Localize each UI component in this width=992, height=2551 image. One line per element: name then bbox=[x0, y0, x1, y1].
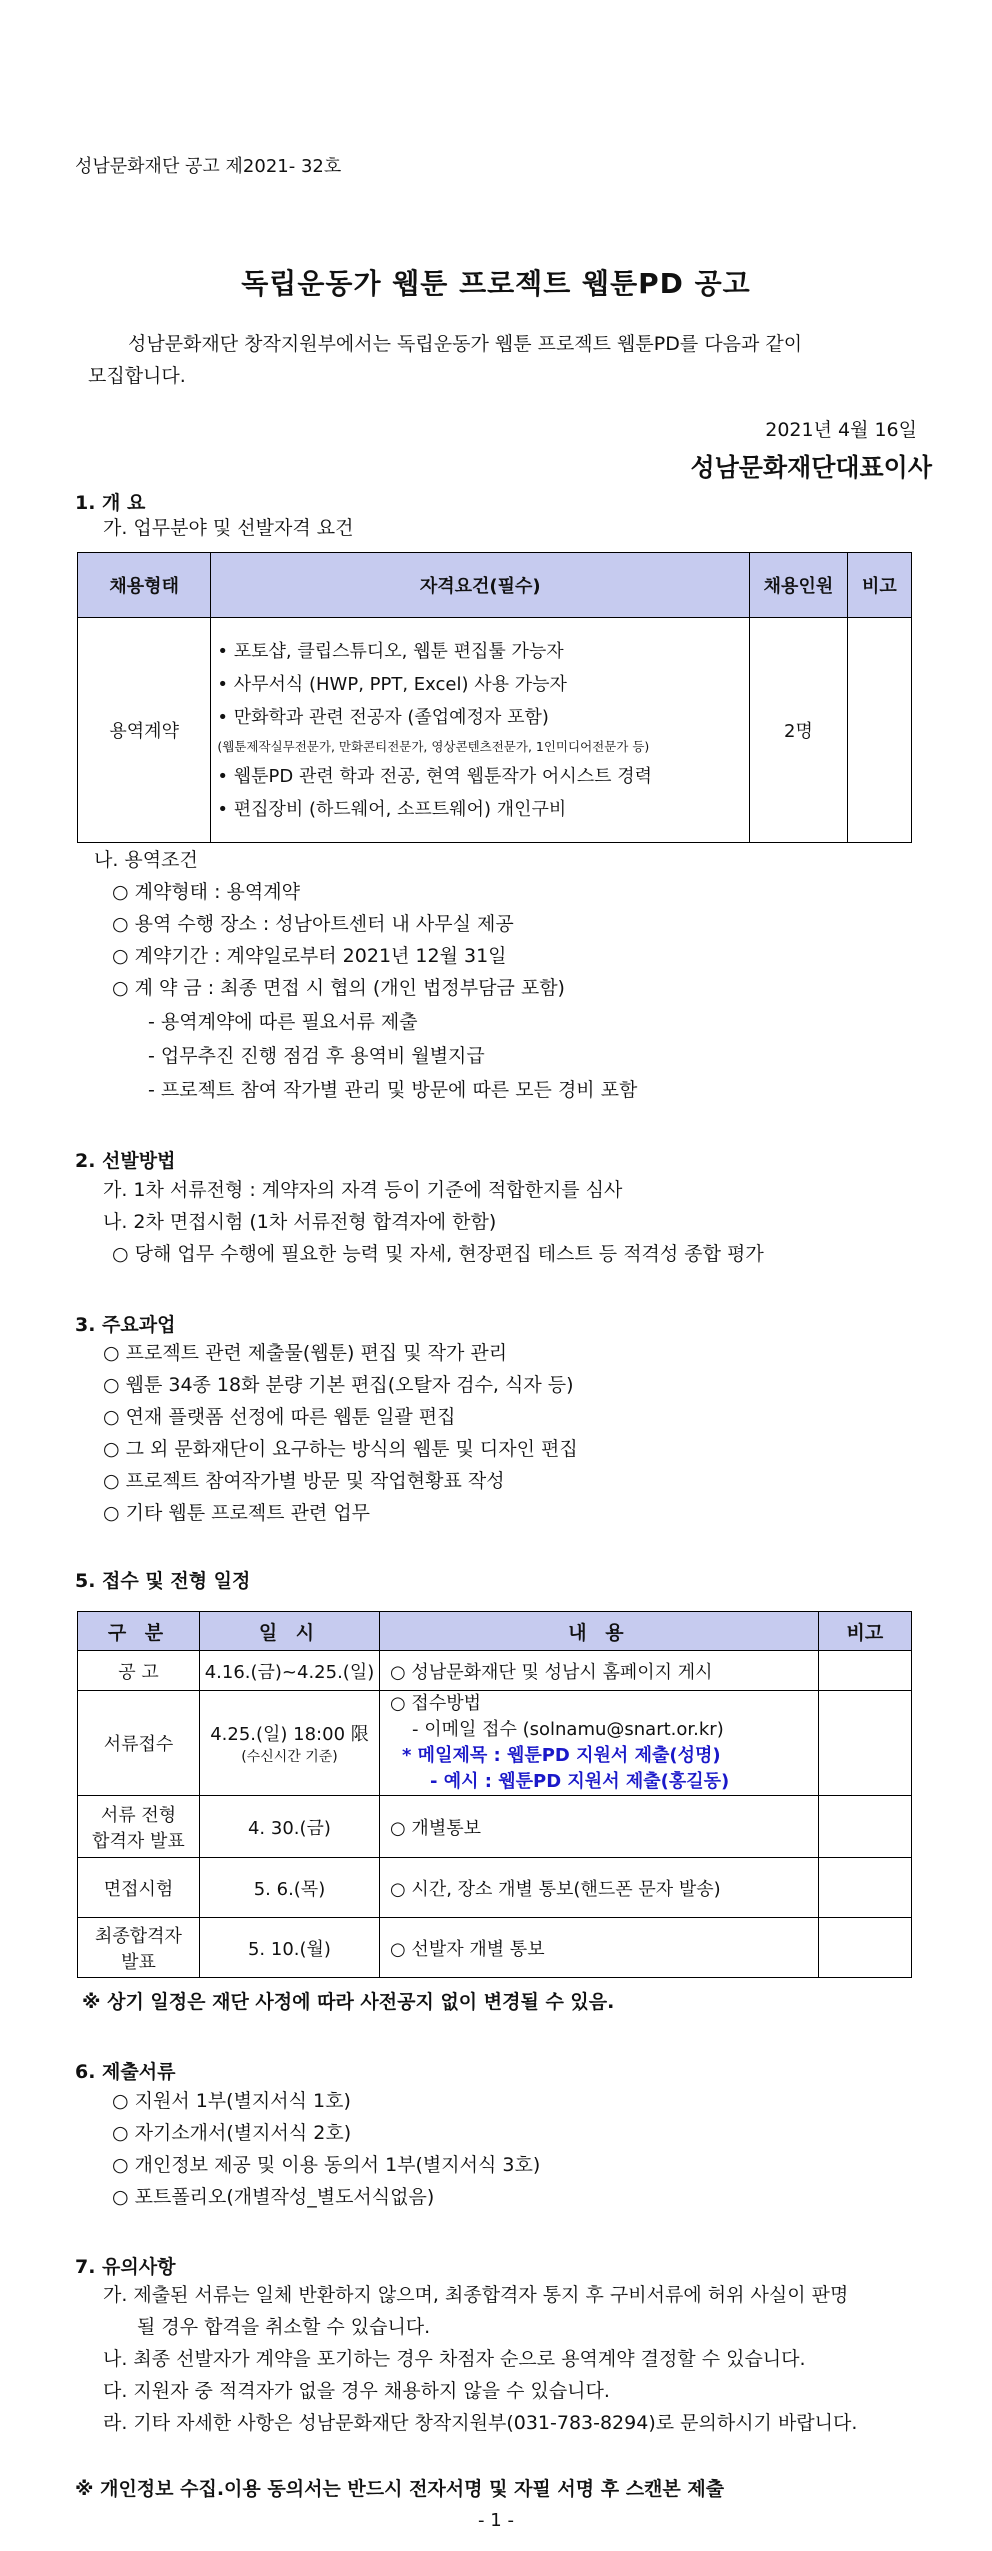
page-title: 독립운동가 웹툰 프로젝트 웹툰PD 공고 bbox=[241, 267, 751, 300]
row-category: 발표 bbox=[121, 1951, 156, 1973]
row-date: 5. 10.(월) bbox=[199, 1918, 379, 1978]
caution-item: 라. 기타 자세한 사항은 성남문화재단 창작지원부(031-783-8294)로 문의하시기 바랍니다. bbox=[103, 2412, 858, 2434]
remark bbox=[847, 618, 911, 843]
row-category-cell bbox=[78, 1918, 200, 1978]
document-item: ○ 포트폴리오(개별작성_별도서식없음) bbox=[112, 2186, 435, 2208]
intro-line-2: 모집합니다. bbox=[88, 365, 186, 387]
row-category: 면접시험 bbox=[78, 1858, 200, 1918]
schedule-note: ※ 상기 일정은 재단 사정에 따라 사전공지 없이 변경될 수 있음. bbox=[82, 1991, 615, 2013]
final-notice: ※ 개인정보 수집.이용 동의서는 반드시 전자서명 및 자필 서명 후 스캔본 제출 bbox=[75, 2478, 725, 2500]
task-item: ○ 웹툰 34종 18화 분량 기본 편집(오탈자 검수, 식자 등) bbox=[103, 1374, 574, 1396]
row-category-cell bbox=[78, 1796, 200, 1858]
requirement-item: • 사무서식 (HWP, PPT, Excel) 사용 가능자 bbox=[217, 673, 567, 695]
selection-item: 나. 2차 면접시험 (1차 서류전형 합격자에 한함) bbox=[103, 1211, 497, 1233]
requirement-item: • 웹툰PD 관련 학과 전공, 현역 웹툰작가 어시스트 경력 bbox=[217, 765, 652, 787]
row-remark bbox=[818, 1691, 911, 1796]
task-item: ○ 프로젝트 참여작가별 방문 및 작업현황표 작성 bbox=[103, 1470, 505, 1492]
requirement-item: • 편집장비 (하드웨어, 소프트웨어) 개인구비 bbox=[217, 798, 567, 820]
table-row bbox=[78, 1858, 912, 1918]
table-row bbox=[78, 1796, 912, 1858]
task-item: ○ 기타 웹툰 프로젝트 관련 업무 bbox=[103, 1502, 371, 1524]
contract-type: 용역계약 bbox=[78, 618, 211, 843]
requirements-cell bbox=[211, 618, 750, 843]
th-remark: 비고 bbox=[847, 553, 911, 618]
th-category: 구 분 bbox=[78, 1612, 200, 1651]
th-count: 채용인원 bbox=[750, 553, 848, 618]
row-date-cell bbox=[199, 1691, 379, 1796]
condition-detail: - 용역계약에 따른 필요서류 제출 bbox=[148, 1011, 418, 1033]
section-2-heading: 2. 선발방법 bbox=[75, 1150, 176, 1172]
caution-item: 가. 제출된 서류는 일체 반환하지 않으며, 최종합격자 통지 후 구비서류에 허위 사실이 판명 bbox=[103, 2284, 849, 2306]
row-content: ○ 접수방법 bbox=[390, 1693, 481, 1714]
row-category: 공 고 bbox=[78, 1651, 200, 1691]
section-1-sub-na: 나. 용역조건 bbox=[94, 849, 198, 871]
th-remark: 비고 bbox=[818, 1612, 911, 1651]
th-requirements: 자격요건(필수) bbox=[211, 553, 750, 618]
row-category: 합격자 발표 bbox=[92, 1830, 185, 1852]
announcement-date: 2021년 4월 16일 bbox=[765, 419, 917, 441]
row-category: 최종합격자 bbox=[95, 1925, 182, 1947]
row-remark bbox=[818, 1918, 911, 1978]
condition-detail: - 프로젝트 참여 작가별 관리 및 방문에 따른 모든 경비 포함 bbox=[148, 1079, 638, 1101]
row-content: ○ 성남문화재단 및 성남시 홈페이지 게시 bbox=[380, 1651, 819, 1691]
caution-item: 다. 지원자 중 적격자가 없을 경우 채용하지 않을 수 있습니다. bbox=[103, 2380, 610, 2402]
condition-item: ○ 계 약 금 : 최종 면접 시 협의 (개인 법정부담금 포함) bbox=[112, 977, 565, 999]
row-date: 5. 6.(목) bbox=[199, 1858, 379, 1918]
section-1-heading: 1. 개 요 bbox=[75, 492, 146, 514]
document-item: ○ 자기소개서(별지서식 2호) bbox=[112, 2122, 352, 2144]
section-6-heading: 6. 제출서류 bbox=[75, 2061, 176, 2083]
table-row bbox=[78, 1691, 912, 1796]
row-content: ○ 시간, 장소 개별 통보(핸드폰 문자 발송) bbox=[380, 1858, 819, 1918]
condition-item: ○ 계약기간 : 계약일로부터 2021년 12월 31일 bbox=[112, 945, 507, 967]
task-item: ○ 프로젝트 관련 제출물(웹툰) 편집 및 작가 관리 bbox=[103, 1342, 508, 1364]
task-item: ○ 그 외 문화재단이 요구하는 방식의 웹툰 및 디자인 편집 bbox=[103, 1438, 578, 1460]
section-3-heading: 3. 주요과업 bbox=[75, 1314, 176, 1336]
requirement-note: (웹툰제작실무전문가, 만화콘티전문가, 영상콘텐츠전문가, 1인미디어전문가 등) bbox=[217, 738, 650, 754]
table-row bbox=[78, 1651, 912, 1691]
row-content-cell bbox=[380, 1691, 819, 1796]
section-7-heading: 7. 유의사항 bbox=[75, 2256, 176, 2278]
row-category: 서류 전형 bbox=[100, 1804, 177, 1826]
condition-detail: - 업무추진 진행 점검 후 용역비 월별지급 bbox=[148, 1045, 485, 1067]
selection-item: ○ 당해 업무 수행에 필요한 능력 및 자세, 현장편집 테스트 등 적격성 종합 평가 bbox=[112, 1243, 764, 1265]
row-remark bbox=[818, 1858, 911, 1918]
mail-subject-rule: * 메일제목 : 웹툰PD 지원서 제출(성명) bbox=[402, 1745, 721, 1766]
task-item: ○ 연재 플랫폼 선정에 따른 웹툰 일괄 편집 bbox=[103, 1406, 456, 1428]
caution-item: 나. 최종 선발자가 계약을 포기하는 경우 차점자 순으로 용역계약 결정할 수 있습니다. bbox=[103, 2348, 806, 2370]
document-item: ○ 지원서 1부(별지서식 1호) bbox=[112, 2090, 351, 2112]
row-remark bbox=[818, 1796, 911, 1858]
row-date-note: (수신시간 기준) bbox=[241, 1749, 338, 1765]
th-content: 내 용 bbox=[380, 1612, 819, 1651]
page-number: - 1 - bbox=[478, 2510, 514, 2531]
row-category: 서류접수 bbox=[78, 1691, 200, 1796]
notice-number: 성남문화재단 공고 제2021- 32호 bbox=[75, 156, 342, 177]
section-1-sub-ga: 가. 업무분야 및 선발자격 요건 bbox=[103, 517, 354, 539]
requirement-item: • 포토샵, 클립스튜디오, 웹툰 편집툴 가능자 bbox=[217, 640, 564, 662]
row-date: 4.25.(일) 18:00 限 bbox=[210, 1724, 369, 1745]
intro-line-1: 성남문화재단 창작지원부에서는 독립운동가 웹툰 프로젝트 웹툰PD를 다음과 같이 bbox=[128, 333, 803, 355]
selection-item: 가. 1차 서류전형 : 계약자의 자격 등이 기준에 적합한지를 심사 bbox=[103, 1179, 623, 1201]
th-type: 채용형태 bbox=[78, 553, 211, 618]
schedule-table bbox=[77, 1611, 912, 1978]
hire-count: 2명 bbox=[750, 618, 848, 843]
row-date: 4. 30.(금) bbox=[199, 1796, 379, 1858]
email-line: - 이메일 접수 (solnamu@snart.or.kr) bbox=[412, 1719, 724, 1740]
requirement-item: • 만화학과 관련 전공자 (졸업예정자 포함) bbox=[217, 706, 549, 728]
table-row bbox=[78, 1918, 912, 1978]
row-content: ○ 선발자 개별 통보 bbox=[380, 1918, 819, 1978]
row-content: ○ 개별통보 bbox=[380, 1796, 819, 1858]
issuer: 성남문화재단대표이사 bbox=[690, 453, 932, 482]
row-remark bbox=[818, 1651, 911, 1691]
caution-item-cont: 될 경우 합격을 취소할 수 있습니다. bbox=[137, 2316, 431, 2338]
mail-subject-example: - 예시 : 웹툰PD 지원서 제출(홍길동) bbox=[430, 1771, 730, 1792]
th-date: 일 시 bbox=[199, 1612, 379, 1651]
document-item: ○ 개인정보 제공 및 이용 동의서 1부(별지서식 3호) bbox=[112, 2154, 541, 2176]
qualification-table bbox=[77, 552, 912, 843]
row-date: 4.16.(금)~4.25.(일) bbox=[199, 1651, 379, 1691]
condition-item: ○ 용역 수행 장소 : 성남아트센터 내 사무실 제공 bbox=[112, 913, 514, 935]
section-5-heading: 5. 접수 및 전형 일정 bbox=[75, 1570, 251, 1592]
condition-item: ○ 계약형태 : 용역계약 bbox=[112, 881, 300, 903]
